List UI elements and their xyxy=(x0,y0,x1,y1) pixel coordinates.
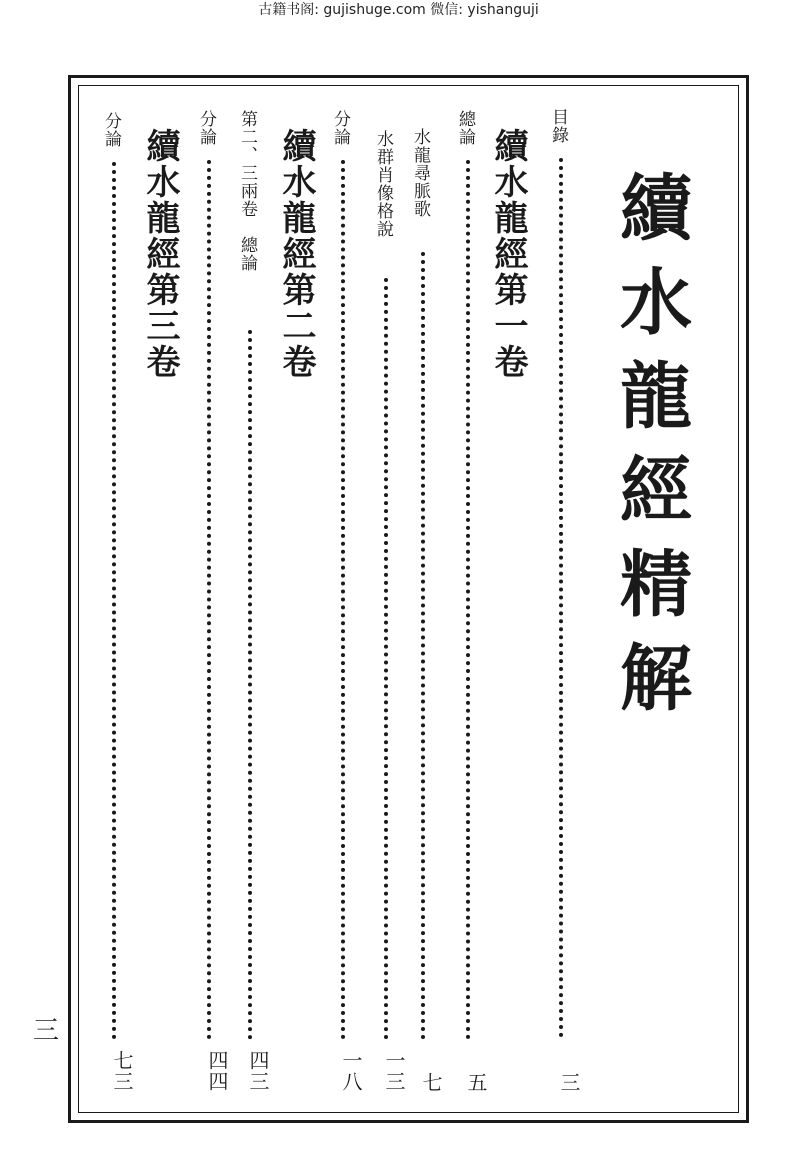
vol2-entry-sections-page: 四四 xyxy=(205,1050,229,1092)
toc-mulu-leader xyxy=(559,158,563,1038)
vol1-entry-sections-page: 一八 xyxy=(339,1050,363,1092)
vol2-entry-general-leader xyxy=(248,330,252,1040)
vol1-entry-song-leader xyxy=(421,252,425,1040)
vol3-entry-sections-page: 七三 xyxy=(110,1050,134,1092)
toc-mulu-label: 目錄 xyxy=(548,108,568,144)
vol1-entry-general-leader xyxy=(466,160,470,1040)
vol1-entry-general: 總論 xyxy=(455,110,475,146)
vol2-entry-sections-leader xyxy=(207,160,211,1040)
site-watermark: 古籍书阁: gujishuge.com 微信: yishanguji xyxy=(258,2,539,18)
vol2-heading: 續水龍經第二卷 xyxy=(276,128,316,380)
vol1-entry-song: 水龍尋脈歌 xyxy=(410,128,430,218)
vol3-entry-sections-leader xyxy=(112,162,116,1040)
page-folio: 三 xyxy=(33,1016,60,1046)
vol3-entry-sections: 分論 xyxy=(101,112,121,148)
vol2-entry-general-page: 四三 xyxy=(246,1050,270,1092)
vol1-entry-patterns: 水群肖像格說 xyxy=(373,130,393,238)
book-title: 續水龍經精解 xyxy=(608,170,692,734)
vol3-heading: 續水龍經第三卷 xyxy=(140,128,180,380)
toc-mulu-page: 三 xyxy=(557,1072,581,1093)
vol1-entry-general-page: 五 xyxy=(464,1072,488,1093)
vol2-entry-sections: 分論 xyxy=(196,110,216,146)
vol2-entry-general: 第二、三兩卷 總論 xyxy=(237,110,257,272)
vol1-entry-sections-leader xyxy=(341,160,345,1040)
vol1-entry-song-page: 七 xyxy=(419,1072,443,1093)
vol1-entry-sections: 分論 xyxy=(330,110,350,146)
vol1-entry-patterns-page: 一三 xyxy=(382,1050,406,1092)
vol1-entry-patterns-leader xyxy=(384,278,388,1040)
vol1-heading: 續水龍經第一卷 xyxy=(488,128,528,380)
